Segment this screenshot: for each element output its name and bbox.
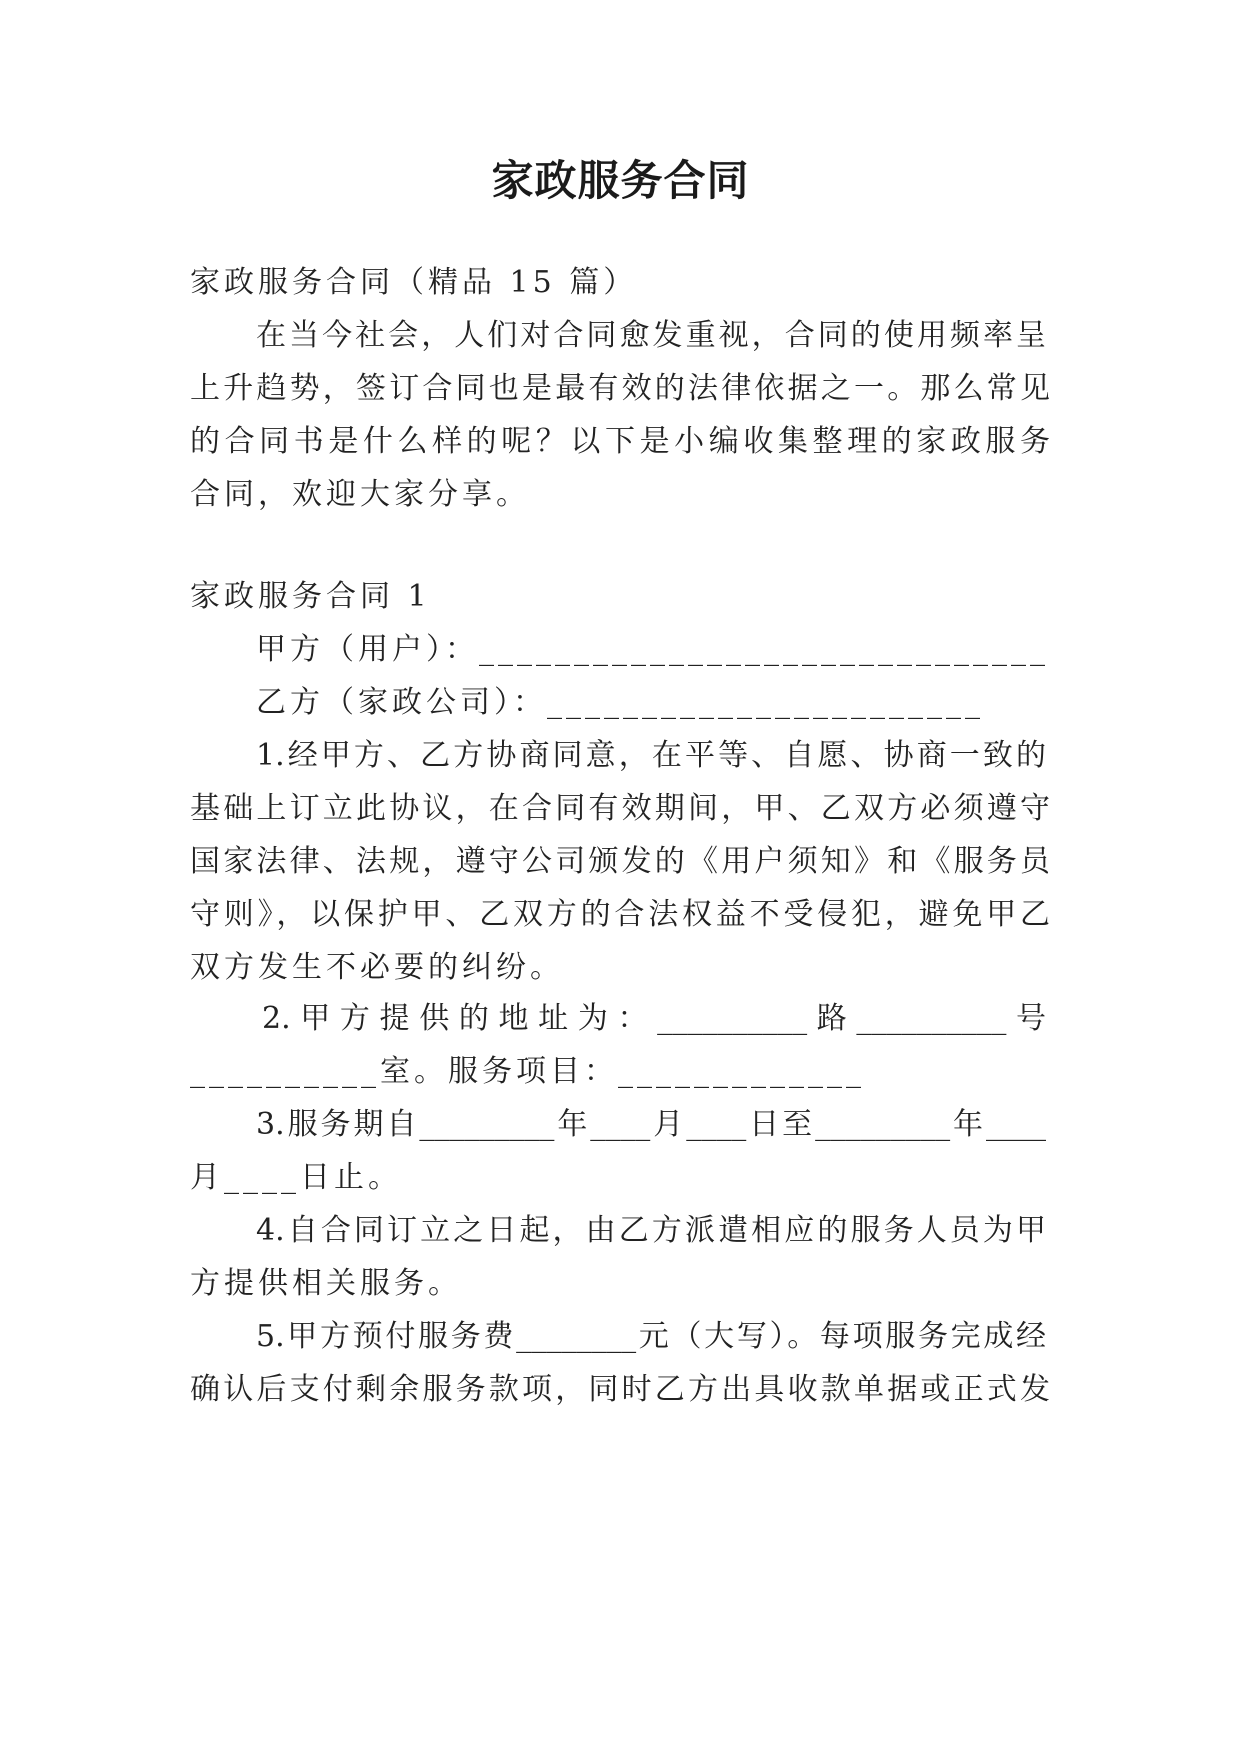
- clause-1-line-5: 双方发生不必要的纠纷。: [190, 950, 564, 985]
- clause-2-line-2: __________室。服务项目：_____________: [190, 1054, 865, 1089]
- clause-2-line-1: 2. 甲 方 提 供 的 地 址 为 ： __________ 路 __________ 号: [262, 1001, 1046, 1036]
- clause-1-line-4: 守则》，以保护甲、乙双方的合法权益不受侵犯，避免甲乙: [190, 897, 1050, 932]
- intro-line-1: 在当今社会，人们对合同愈发重视，合同的使用频率呈: [256, 318, 1046, 353]
- document-subtitle: 家政服务合同（精品 15 篇）: [190, 265, 638, 300]
- intro-line-3: 的合同书是什么样的呢？以下是小编收集整理的家政服务: [190, 424, 1050, 459]
- party-b-line: 乙方（家政公司）：_______________________: [256, 685, 984, 720]
- clause-4-line-2: 方提供相关服务。: [190, 1266, 462, 1301]
- clause-1-line-1: 1.经甲方、乙方协商同意，在平等、自愿、协商一致的: [256, 738, 1046, 773]
- clause-3-line-2: 月____日止。: [190, 1160, 402, 1195]
- intro-line-4: 合同，欢迎大家分享。: [190, 477, 530, 512]
- clause-1-line-2: 基础上订立此协议，在合同有效期间，甲、乙双方必须遵守: [190, 791, 1050, 826]
- document-title: 家政服务合同: [491, 156, 750, 205]
- clause-5-line-1: 5.甲方预付服务费________元（大写）。每项服务完成经: [256, 1319, 1046, 1354]
- clause-5-line-2: 确认后支付剩余服务款项，同时乙方出具收款单据或正式发: [190, 1372, 1050, 1407]
- clause-4-line-1: 4.自合同订立之日起，由乙方派遣相应的服务人员为甲: [256, 1213, 1046, 1248]
- clause-1-line-3: 国家法律、法规，遵守公司颁发的《用户须知》和《服务员: [190, 844, 1050, 879]
- section-heading: 家政服务合同 1: [190, 579, 431, 614]
- intro-line-2: 上升趋势，签订合同也是最有效的法律依据之一。那么常见: [190, 371, 1050, 406]
- clause-3-line-1: 3.服务期自_________年____月____日至_________年____: [256, 1107, 1046, 1142]
- party-a-line: 甲方（用户）：______________________________: [256, 632, 1049, 667]
